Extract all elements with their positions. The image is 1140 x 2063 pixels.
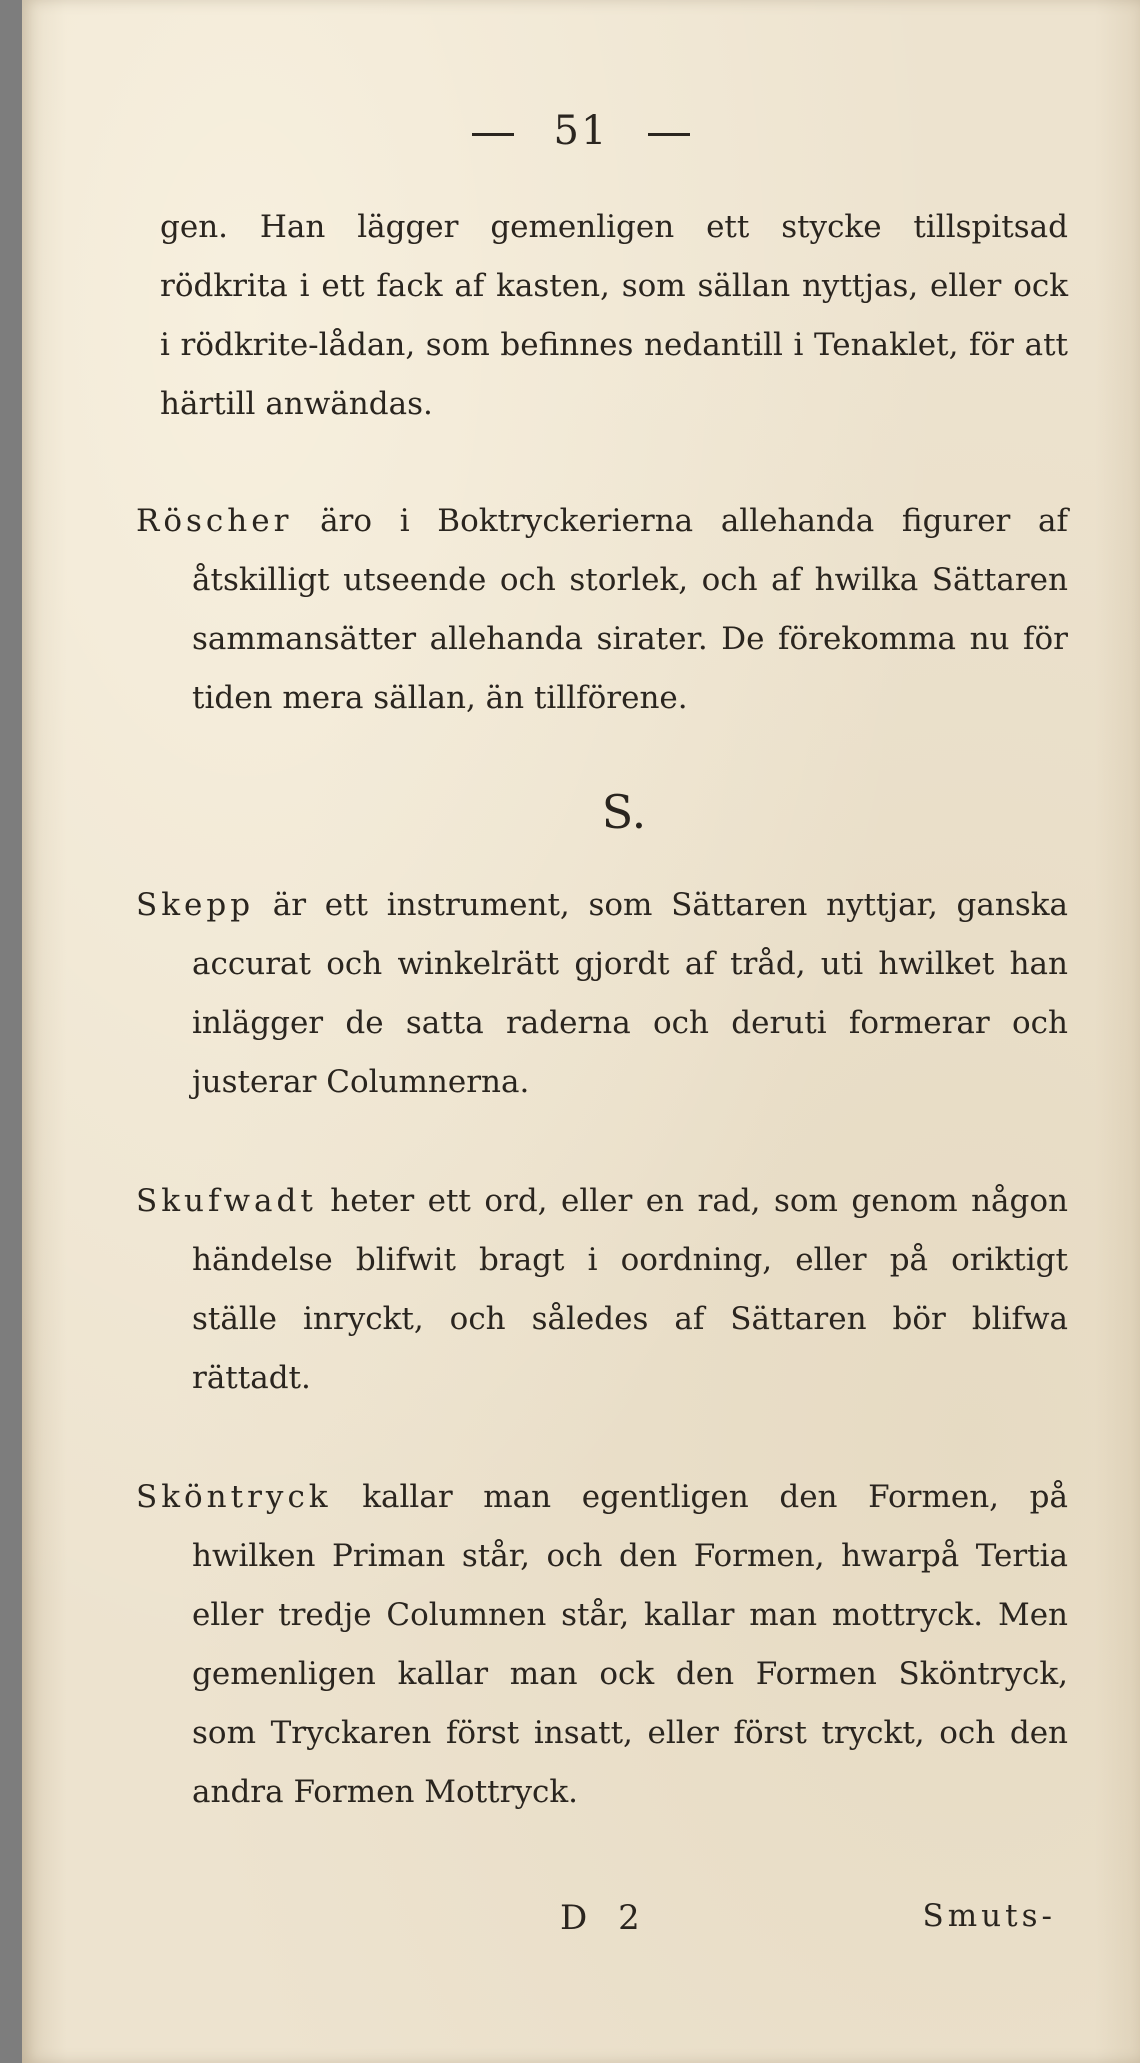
right-dash: [648, 133, 690, 136]
entry-headword: Röscher: [136, 503, 293, 539]
entry-headword: Sköntryck: [136, 1479, 332, 1515]
paragraph-text: gen. Han lägger gemenligen ett stycke tillspitsad rödkrita i ett fack af kasten, som sällan nyttjas, eller ock i rödkrite-lådan, som befinnes nedantill i Tenaklet, för att härtill anwändas.: [160, 209, 1068, 422]
entry-text: heter ett ord, eller en rad, som genom någon händelse blifwit bragt i oordning, eller på oriktigt ställe inryckt, och således af Sättaren bör blifwa rättadt.: [192, 1183, 1068, 1396]
entry-skontryck: [136, 1468, 1068, 1822]
entry-skepp: [136, 876, 1068, 1112]
signature-mark: D 2: [560, 1898, 650, 1938]
section-letter: S.: [601, 785, 647, 839]
entry-text: äro i Boktryckerierna allehanda figurer af åtskilligt utseende och storlek, och af hwilka Sättaren sammansätter allehanda sirater. De förekomma nu för tiden mera sällan, än tillförene.: [192, 503, 1068, 716]
page-number: 51: [553, 108, 609, 154]
entry-headword: Skufwadt: [136, 1183, 317, 1219]
page-body: [136, 198, 1068, 1882]
book-page: [22, 0, 1140, 2063]
entry-headword: Skepp: [136, 887, 255, 923]
entry-text: kallar man egentligen den Formen, på hwilken Priman står, och den Formen, hwarpå Tertia eller tredje Columnen står, kallar man mottryck. Men gemenligen kallar man ock den Formen Sköntryck, som Tryckaren först insatt, eller först tryckt, och den andra Formen Mottryck.: [192, 1479, 1068, 1810]
running-head: [22, 108, 1140, 154]
entry-text: är ett instrument, som Sättaren nyttjar, ganska accurat och winkelrätt gjordt af tråd, uti hwilket han inlägger de satta raderna och deruti formerar och justerar Columnerna.: [192, 887, 1068, 1100]
page-footer: [22, 1898, 1140, 1948]
paragraph-continuation: [160, 198, 1068, 434]
catchword: Smuts-: [922, 1898, 1056, 1934]
left-dash: [472, 133, 514, 136]
entry-skufwadt: [136, 1172, 1068, 1408]
entry-rosscher: [136, 492, 1068, 728]
